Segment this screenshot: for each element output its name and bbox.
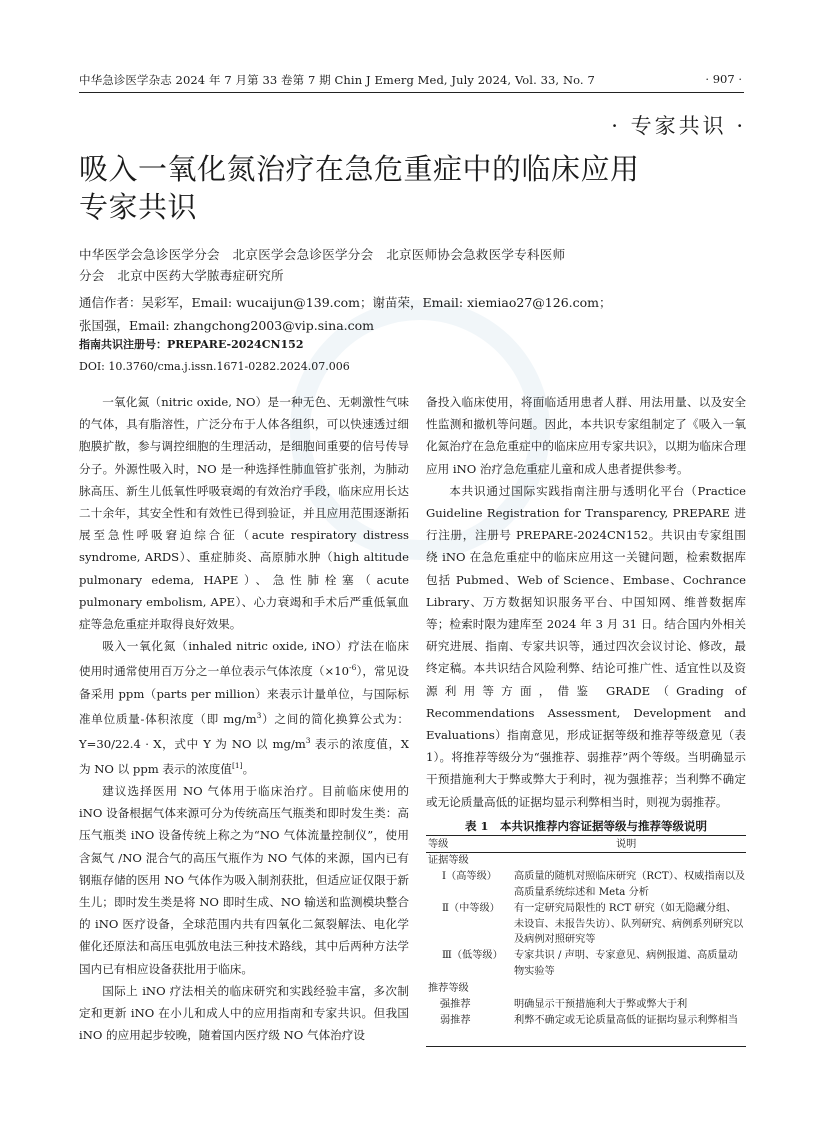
title-line-2: 专家共识 <box>79 190 198 224</box>
body-right-column <box>426 391 746 813</box>
paragraph: 本共识通过国际实践指南注册与透明化平台（Practice Guideline Registration for Transparency, PREPARE 进行注册，注册号 PREPARE-2024CN152。共识由专家组围绕 iNO 在急危重症中的临床应用这一关键问题，检索数据库包括 Pubmed、Web of Science、Embase、Cochrance Library、万方数据知识服务平台、中国知网、维普数据库等；检索时限为建库至 2024 年 3 月 31 日。结合国内外相关研究进展、指南、专家共识等，通过四次会议讨论、修改，最终定稿。本共识结合风险利弊、结论可推广性、适宜性以及资源利用等方面，借鉴 GRADE（Grading of Recommendations Assessment, Development and Evaluations）指南意见，形成证据等级和推荐等级意见（表 1）。将推荐等级分为“强推荐、弱推荐”两个等级。当明确显示干预措施利大于弊或弊大于利时，视为强推荐；当利弊不确定或无论质量高低的证据均显示利弊相当时，则视为弱推荐。 <box>426 483 746 809</box>
table-row: Ⅰ（高等级） 高质量的随机对照临床研究（RCT）、权威指南以及高质量系统综述和 Meta 分析 <box>442 871 746 898</box>
reference-citation: [1] <box>231 760 243 770</box>
paragraph: 一氧化氮（nitric oxide, NO）是一种无色、无刺激性气味的气体，具有脂溶性，广泛分布于人体各组织，可以快速透过细胞膜扩散，参与调控细胞的生理活动，是细胞间重要的信号传导分子。外源性吸入时，NO 是一种选择性肺血管扩张剂，为肺动脉高压、新生儿低氧性呼吸衰竭的有效治疗手段，临床应用长达二十余年，其安全性和有效性已得到验证，并且应用范围逐渐拓展至急性呼吸窘迫综合征（acute respiratory distress syndrome, ARDS）、重症肺炎、高原肺水肿（high altitude pulmonary edema, HAPE）、急性肺栓塞（acute pulmonary embolism, APE）、心力衰竭和手术后严重低氧血症等急危重症并取得良好效果。 <box>79 395 409 632</box>
table-row: Ⅱ（中等级） 有一定研究局限性的 RCT 研究（如无隐藏分组、未设盲、未报告失访）、队列研究、病例系列研究以及病例对照研究等 <box>442 903 744 945</box>
article-title <box>79 150 640 226</box>
authors-line-2: 分会 北京中医药大学脓毒症研究所 <box>79 268 284 283</box>
author-affiliations <box>79 244 639 286</box>
doi: DOI: 10.3760/cma.j.issn.1671-0282.2024.07.006 <box>79 360 350 373</box>
title-line-1: 吸入一氧化氮治疗在急危重症中的临床应用 <box>79 152 640 186</box>
corr-line-2: 张国强，Email: zhangchong2003@vip.sina.com <box>79 318 374 333</box>
table-col-description: 说明 <box>616 839 637 850</box>
table-col-level: 等级 <box>428 839 449 850</box>
page-number: · 907 · <box>705 72 742 86</box>
journal-running-header: 中华急诊医学杂志 2024 年 7 月第 33 卷第 7 期 Chin J Emerg Med, July 2024, Vol. 33, No. 7 <box>79 73 595 87</box>
corresponding-authors <box>79 291 719 337</box>
registration-number: 指南共识注册号：PREPARE-2024CN152 <box>79 338 304 351</box>
header-rule <box>79 92 744 93</box>
paragraph: 建议选择医用 NO 气体用于临床治疗。目前临床使用的 iNO 设备根据气体来源可分为传统高压气瓶类和即时发生类：高压气瓶类 iNO 设备传统上称之为“NO 气体流量控制仪”，使用含氮气 /NO 混合气的高压气瓶作为 NO 气体的来源，国内已有钢瓶存储的医用 NO 气体作为吸入制剂获批，但适应证仅限于新生儿；即时发生类是将 NO 即时生成、NO 输送和监测模块整合的 iNO 医疗设备，全球范围内共有四氧化二氮裂解法、电化学催化还原法和高压电弧放电法三种技术路线，其中后两种方法学国内已有相应设备获批用于临床。 <box>79 783 409 976</box>
paragraph: 吸入一氧化氮（inhaled nitric oxide, iNO）疗法在临床使用时通常使用百万分之一单位表示气体浓度$(\times 10^{-6})$，常见设备采用 ppm（parts per million）来表示计量单位，与国际标准单位质量-体积浓度（即 $mg/m^3$）之间的简化换算公式为：Y=30/22.4 · X，式中 Y 为 NO 以 $mg/m^3$ 表示的浓度值，X 为 NO 以 ppm 表示的浓度值[1]。 <box>79 639 410 776</box>
table-caption: 表 1 本共识推荐内容证据等级与推荐等级说明 <box>464 819 707 833</box>
section-label: · 专家共识 · <box>611 114 746 138</box>
body-left-column <box>79 391 409 1046</box>
paragraph: 备投入临床使用，将面临适用患者人群、用法用量、以及安全性监测和撤机等问题。因此，本共识专家组制定了《吸入一氧化氮治疗在急危重症中的临床应用专家共识》，以期为临床合理应用 iNO 治疗急危重症儿童和成人患者提供参考。 <box>426 395 746 476</box>
authors-line-1: 中华医学会急诊医学分会 北京医学会急诊医学分会 北京医师协会急救医学专科医师 <box>79 247 566 262</box>
table-bottom-rule <box>426 1046 746 1047</box>
corr-line-1: 通信作者：吴彩军，Email: wucaijun@139.com；谢苗荣，Email: xiemiao27@126.com； <box>79 295 612 310</box>
table-top-rule <box>426 835 746 836</box>
paragraph: 国际上 iNO 疗法相关的临床研究和实践经验丰富，多次制定和更新 iNO 在小儿和成人中的应用指南和专家共识。但我国 iNO 的应用起步较晚，随着国内医疗级 NO 气体治疗设 <box>79 983 409 1043</box>
table-row: Ⅲ（低等级） 专家共识 / 声明、专家意见、病例报道、高质量动物实验等 <box>442 950 738 977</box>
table-row: 弱推荐 利弊不确定或无论质量高低的证据均显示利弊相当 <box>440 1015 739 1026</box>
